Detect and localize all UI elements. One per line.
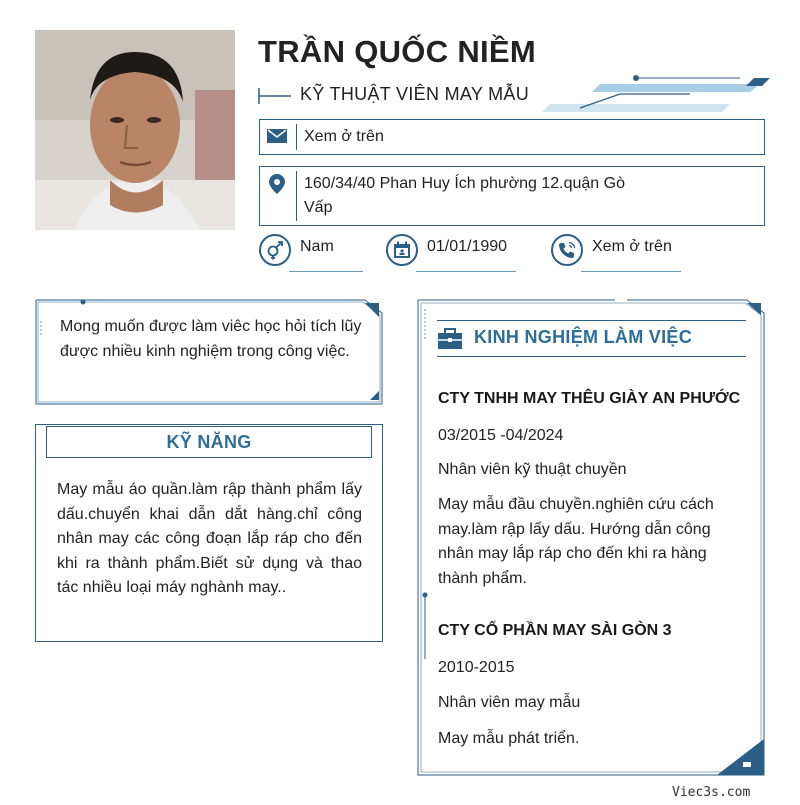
address-row: [259, 166, 765, 226]
experience-header-rule: [437, 320, 746, 321]
job-role: Nhân viên may mẫu: [438, 694, 581, 711]
birthday-value: 01/01/1990: [427, 238, 508, 255]
decorative-tech-lines: [540, 74, 772, 114]
job-company: CTY CỔ PHẦN MAY SÀI GÒN 3: [438, 622, 672, 639]
gender-value: Nam: [300, 238, 334, 255]
experience-header-rule: [437, 356, 746, 357]
skills-text: May mẫu áo quần.làm rập thành phẩm lấy dấu.chuyển khai dẫn dắt hàng.chỉ công nhân may các công đoạn lắp ráp cho đến khi ra thành phẩm.Biết sử dụng và thao tác nhiều loại máy nghành may..: [57, 481, 362, 597]
address-value: 160/34/40 Phan Huy Ích phường 12.quận Gò Vấp: [304, 175, 625, 216]
job-company: CTY TNHH MAY THÊU GIÀY AN PHƯỚC: [438, 390, 741, 407]
job-description: May mẫu phát triển.: [438, 730, 580, 747]
site-watermark: Viec3s.com: [672, 785, 751, 800]
briefcase-icon: [437, 328, 463, 350]
map-pin-icon: [260, 167, 294, 225]
email-value: Xem ở trên: [304, 128, 384, 145]
job-role: Nhân viên kỹ thuật chuyền: [438, 461, 627, 478]
calendar-icon: [386, 234, 418, 266]
job-period: 03/2015 -04/2024: [438, 427, 564, 444]
career-objective: Mong muốn được làm viêc học hỏi tích lũy được nhiều kinh nghiệm trong công việc.: [60, 318, 362, 360]
job-description: May mẫu đầu chuyền.nghiên cứu cách may.làm rập lấy dấu. Hướng dẫn công nhân may lắp ráp cho đến khi ra hàng thành phẩm.: [438, 496, 714, 588]
job-title: KỸ THUẬT VIÊN MAY MẪU: [300, 84, 530, 104]
experience-title: KINH NGHIỆM LÀM VIỆC: [474, 327, 693, 347]
job-period: 2010-2015: [438, 659, 515, 676]
profile-photo: [35, 30, 235, 230]
phone-icon: [551, 234, 583, 266]
gender-icon: [259, 234, 291, 266]
skills-header: [46, 426, 372, 458]
envelope-icon: [260, 120, 294, 154]
title-bracket-icon: [258, 86, 292, 106]
skills-title: KỸ NĂNG: [166, 431, 252, 452]
full-name: TRẦN QUỐC NIỀM: [258, 34, 537, 69]
phone-value: Xem ở trên: [592, 238, 672, 255]
email-row: [259, 119, 765, 155]
